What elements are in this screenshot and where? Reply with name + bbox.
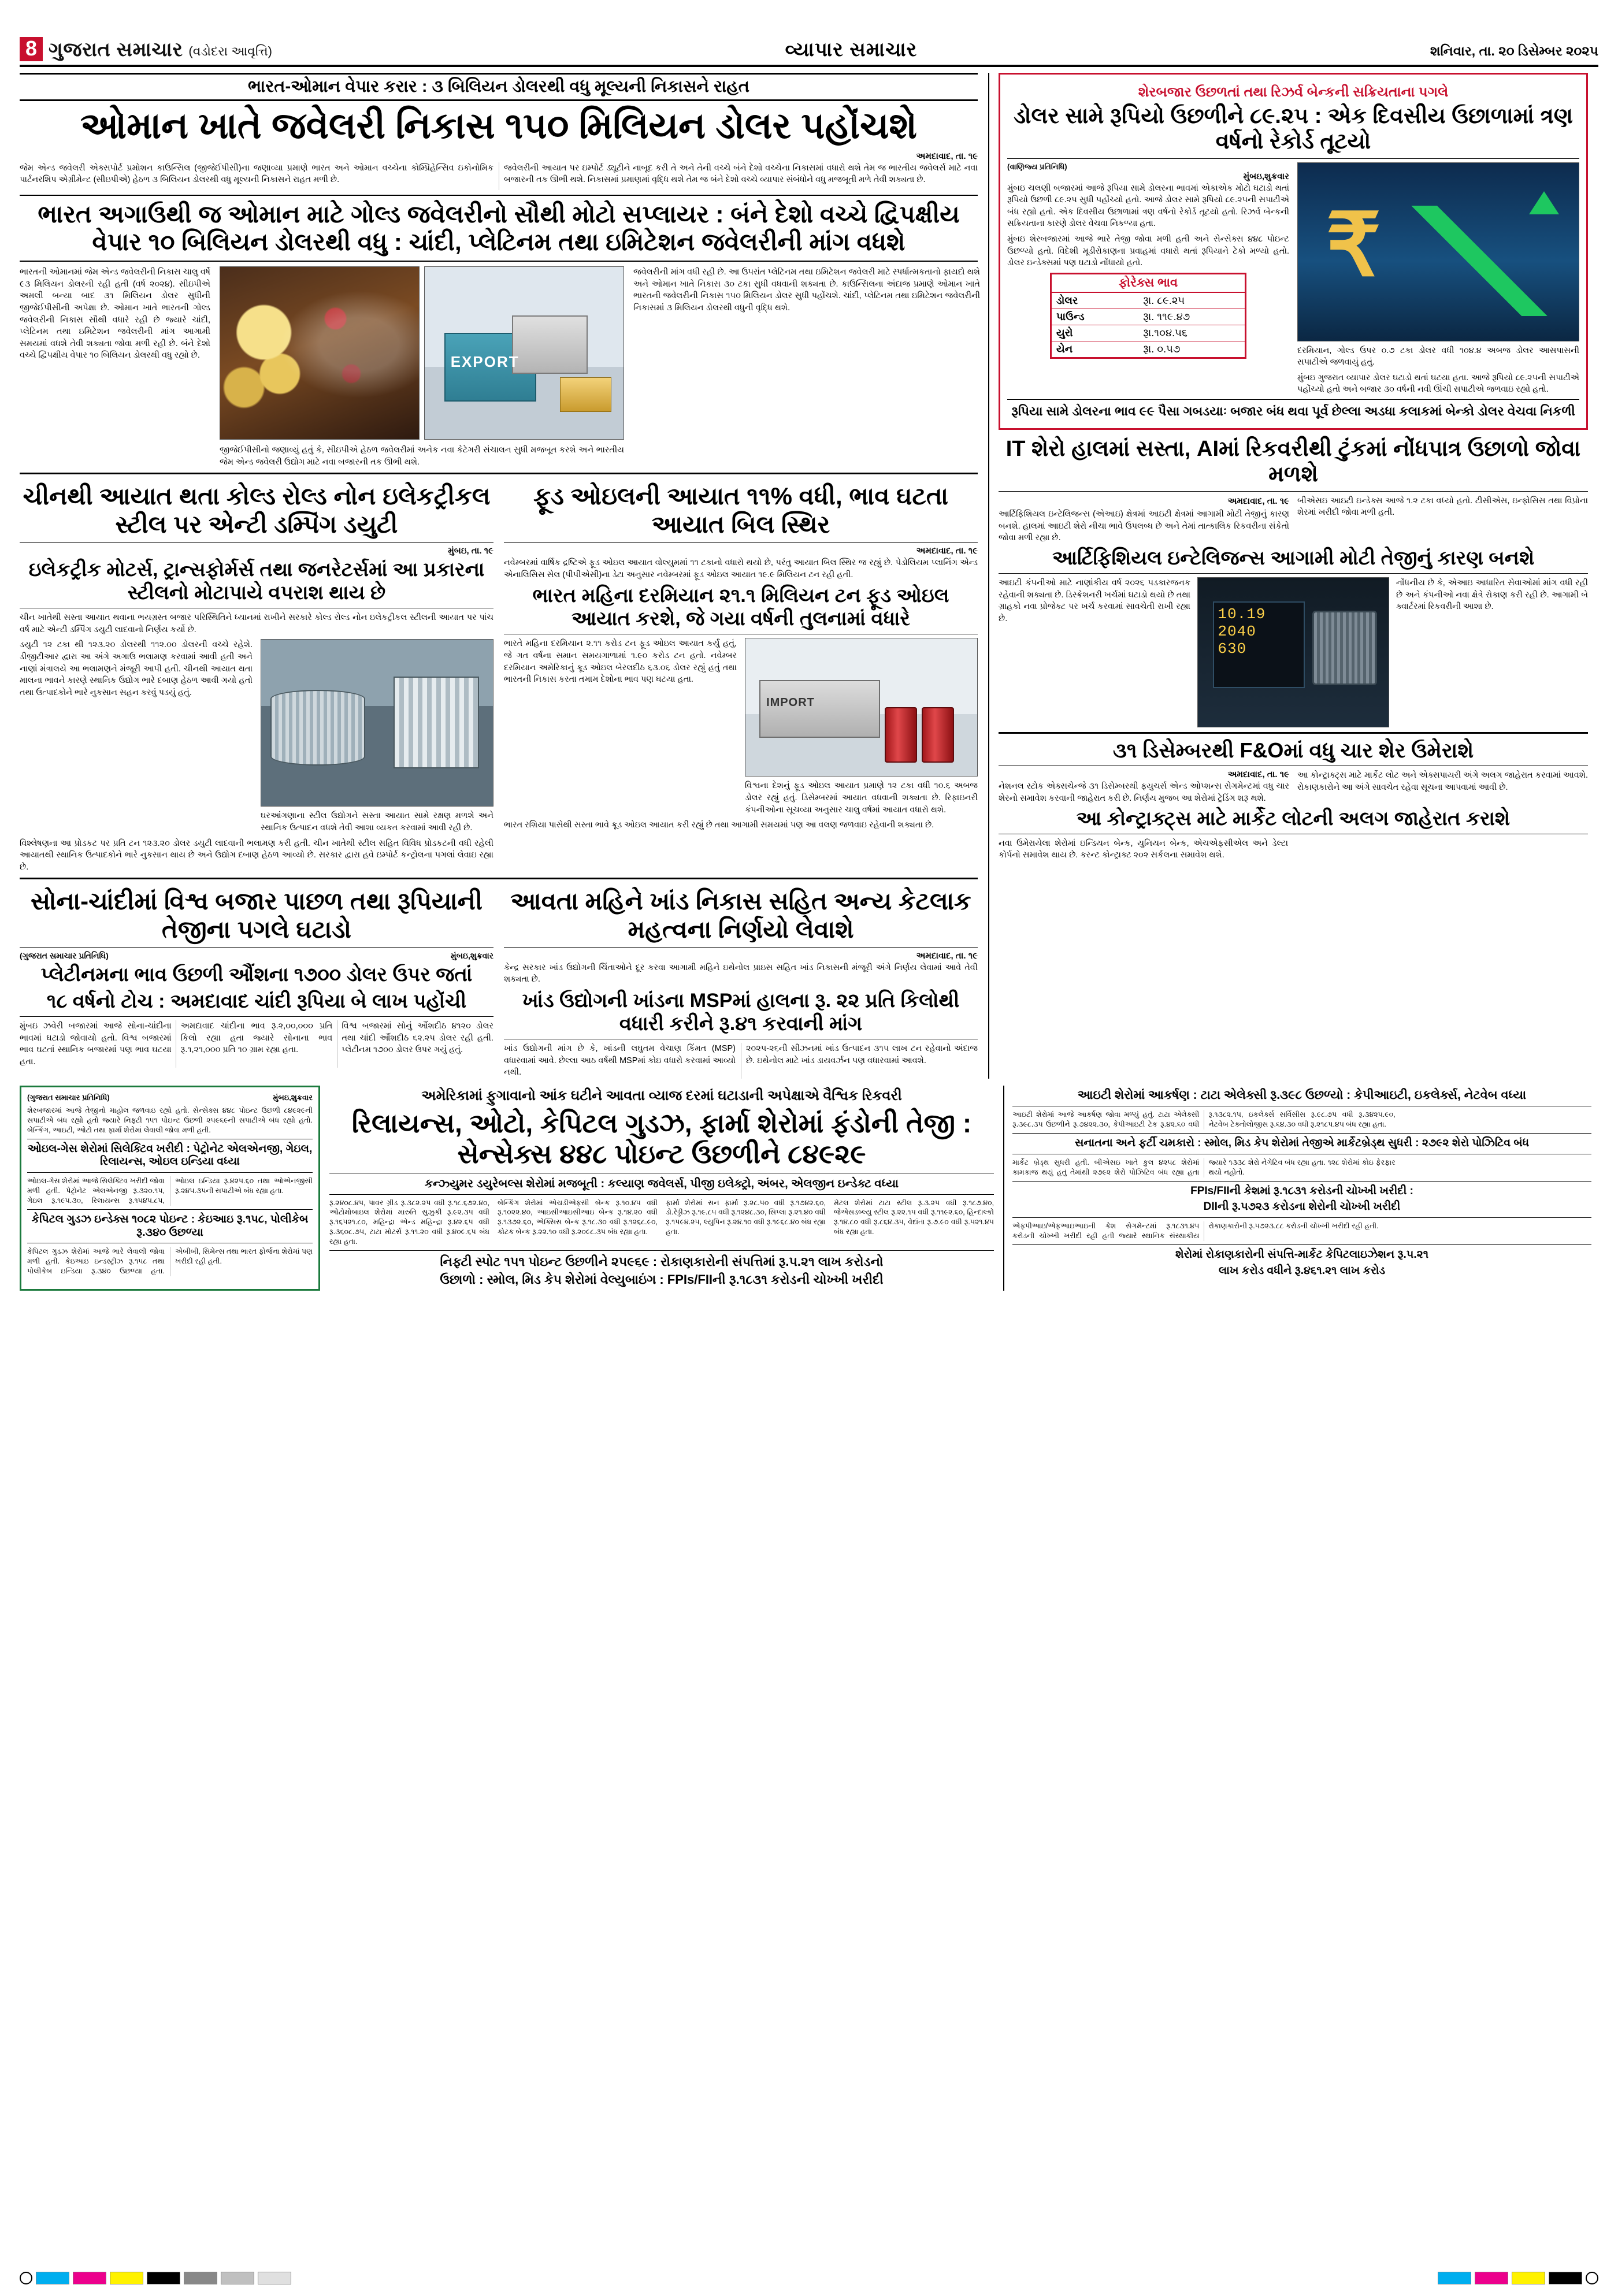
gold-sugar-row (20, 884, 978, 1079)
steel-headline: ચીનથી આયાત થતા કોલ્ડ રોલ્ડ નોન ઇલેકટ્રીકલ સ્ટીલ પર એન્ટી ડમ્પિંગ ડયુટી (23, 482, 491, 538)
steel-oil-row (20, 479, 978, 873)
forex-currency-value: રૂા.૧૦૪.૫૬ (1138, 325, 1245, 341)
br-col3: એફપીઆઇ/એફઆઇઆઇની કેશ સેગમેન્ટમાં રૂ.૧૮૩૧.૪૫ કરોડની ચોખ્ખી ખરીદી રહી હતી જ્યારે સ્થાનિક સંસ્થાકીય રોકાણકારોની રૂ.૫૭૨૩.૮૮ કરોડની ચોખ્ખી ખરીદી રહી હતી. (1012, 1222, 1379, 1240)
steel-col1: ડયુટી ૧૨ ટકા થી ૧૨૩.૨૦ ડોલરથી ૧૧૨.૦૦ ડોલરની વચ્ચે રહેશે. ડીજીટીઆર દ્વારા આ અંગે અગાઉ ભલામણ કરવામાં આવી હતી અને નાણાં મંત્રાલયે આ ભલામણને મંજૂરી આપી હતી. ચીનથી આયાત થતા માલના ભાવને કારણે સ્થાનિક ઉદ્યોગ ભારે દબાણ હેઠળ આવી ગયો હતો તથા ઉત્પાદકોને ભારે નુકસાન સહન કરવું પડયું હતું. (20, 640, 253, 697)
bl-body: શેરબજારમાં આજે તેજીનો માહોલ જળવાઇ રહ્યો હતો. સેન્સેક્સ ૪૪૮ પોઇન્ટ ઉછળી ૮૪૯૨૯ની સપાટીએ બંધ રહ્યો હતો જ્યારે નિફ્ટી ૧૫૧ પોઇન્ટ ઉછળી ૨૫૯૬૯ની સપાટીએ બંધ રહ્યો હતો. બેન્કિંગ, આઇટી, ઓટો તથા ફાર્મા શેરોમાં લેવાલી જોવા મળી હતી. (27, 1106, 313, 1134)
forex-currency-label: ડોલર (1052, 293, 1138, 309)
forex-currency-label: યેન (1056, 343, 1073, 355)
article-sugar-export (504, 884, 978, 1079)
bm-foot1: નિફ્ટી સ્પોટ ૧૫૧ પોઇન્ટ ઉછળીને ૨૫૯૬૯ : રોકાણકારોની સંપત્તિમાં રૂ.૫.૨૧ લાખ કરોડનો (440, 1254, 884, 1269)
bl-body3: કેપિટલ ગુડઝ શેરોમાં આજે ભારે લેવાલી જોવા મળી હતી. કેઇઆઇ ઇન્ડસ્ટ્રીઝ રૂ.૧૫૮ તથા પોલીકેબ ઇન્ડિયા રૂ.૩૪૦ ઉછળ્યા હતા. એબીબી, સિમેન્સ તથા ભારત ફોર્જના શેરોમાં પણ ખરીદી રહી હતી. (27, 1247, 313, 1276)
steel-col2: વિશ્લેષણના આ પ્રોડકટ પર પ્રતિ ટન ૧૨૩.૨૦ ડોલર ડયુટી લાદવાની ભલામણ કરી હતી. ચીન ખાતેથી સ્ટીલ સહિત વિવિધ પ્રોડકટની વધી રહેલી આયાતથી સ્થાનિક ઉત્પાદકોને ભારે નુકસાન થાય છે અને ઉદ્યોગ દબાણ હેઠળ આવ્યો છે. સરકાર દ્વારા હવે ઇમ્પોર્ટ કન્ટ્રોલના પગલાં લેવાઇ રહ્યા છે. (20, 838, 493, 872)
color-swatch (147, 2272, 180, 2284)
oil-col3: ભારત રશિયા પાસેથી સસ્તા ભાવે ક્રૂડ ઓઇલ આયાત કરી રહ્યું છે તથા આગામી સમયમાં પણ આ વલણ જળવાઇ રહેવાની શક્યતા છે. (504, 820, 934, 830)
rupee-photo-caption: દરમિયાન, ગોલ્ડ ઉપર ૦.૭ ટકા ડોલર વધી ૧૦૪.૪ અબજ ડોલર આસપાસની સપાટીએ જળવાયું હતું. (1297, 345, 1579, 367)
gold-body (20, 1020, 493, 1068)
registration-mark (20, 2272, 32, 2284)
oil-col1: ભારતે મહિના દરમિયાન ૨.૧૧ કરોડ ટન ફૂડ ઓઇલ આયાત કર્યું હતું, જે ગત વર્ષના સમાન સમયગાળામાં ૧.૯૦ કરોડ ટન હતો. નવેમ્બર દરમિયાન અમેરિકાનું ક્રૂડ ઓઇલ બેરલદીઠ ૬૩.૦૬ ડોલર રહ્યું હતું તથા ભારતની નિકાસ કરતા તમામ દેશોના ભાવ પણ ઘટયા હતા. (504, 639, 737, 685)
lead-band: ભારત-ઓમાન વેપાર કરાર : ૩ બિલિયન ડોલરથી વધુ મૂલ્યની નિકાસને રાહત (20, 73, 978, 101)
bl-sub1: ઓઇલ-ગેસ શેરોમાં સિલેક્ટિવ ખરીદી : પેટ્રોનેટ એલએનજી, ગેઇલ, રિલાયન્સ, ઓઇલ ઇન્ડિયા વધ્યા (27, 1142, 313, 1168)
br-foot2: લાખ કરોડ વધીને રૂ.૪૬૧.૨૧ લાખ કરોડ (1218, 1264, 1386, 1277)
color-swatch (1549, 2272, 1582, 2284)
lead-col1: ભારતની ઓમાનમાં જેમ એન્ડ જવેલરીની નિકાસ ચાલુ વર્ષે ૯૩ મિલિયન ડોલરની રહી હતી (વર્ષ ૨૦૨૪). સીઇપીએ અમલી બન્યા બાદ ૩૧ મિલિયન ડોલર સુધીની જીજેઈપીસીની અપેક્ષા છે. ઓમાન ખાતે ભારતની ગોલ્ડ જવેલરીની નિકાસ સૌથી વધારે રહી છે જ્યારે ચાંદી, પ્લેટિનમ તથા ઇમિટેશન જવેલરીની માંગ આગામી સમયમાં વધશે તેવી શક્યતા જોવા મળી રહી છે. બંને દેશો વચ્ચે દ્વિપક્ષીય વેપાર ૧૦ બિલિયન ડોલરથી વધુ રહ્યો છે. (20, 268, 210, 361)
sugar-col1: ખાંડ ઉદ્યોગની માંગ છે કે, ખાંડની લઘુતમ વેચાણ કિંમત (MSP) વધારવામાં આવે. છેલ્લા આઠ વર્ષથી MSPમાં કોઇ વધારો કરવામાં આવ્યો નથી. (504, 1044, 736, 1078)
color-swatch (36, 2272, 69, 2284)
article-oman-jewellery (20, 73, 978, 468)
page-body (20, 73, 1598, 1079)
it-col2: નોંધનીય છે કે, એઆઇ આધારિત સેવાઓમાં માંગ વધી રહી છે અને કંપનીઓ નવા ક્ષેત્રે રોકાણ કરી રહી છે. આગામી બે ક્વાર્ટરમાં રિકવરીની આશા છે. (1396, 578, 1588, 612)
bl-dateline: મુંબઇ,શુક્રવાર (273, 1093, 313, 1102)
rupee-dateline: મુંબઇ,શુક્રવાર (1243, 171, 1289, 181)
br-foot1: શેરોમાં રોકાણકારોની સંપત્તિ-માર્કેટ કેપિટલાઇઝેશન રૂ.૫.૨૧ (1175, 1248, 1429, 1261)
article-gold-silver (20, 884, 493, 1079)
rupee-dollar-graph-photo: ₹ (1297, 162, 1579, 341)
lead-col2: જીજેઈપીસીનો જણાવ્યું હતું કે, સીઇપીએ હેઠળ જવેલરીમાં અનેક નવા કેટેગરી સંચાલન સુધી મજબૂત કરશે અને ભારતીય જેમ એન્ડ જવેલરી ઉદ્યોગ માટે નવા બજારની તક ઊભી થશે. (220, 445, 624, 467)
bl-byline: (ગુજરાત સમાચાર પ્રતિનિધિ) (27, 1093, 110, 1102)
sugar-subhead2: ખાંડ ઉદ્યોગની ખાંડના MSPમાં હાલના રૂ. ૨૨ પ્રતિ કિલોથી વધારી કરીને રૂ.૪૧ કરવાની માંગ (522, 990, 960, 1035)
bm-col2: બેન્કિંગ શેરોમાં એચડીએફસી બેન્ક રૂ.૧૦.૪૫ વધી રૂ.૧૦૨૨.૪૦, આઇસીઆઇસીઆઇ બેન્ક રૂ.૧૪.૨૦ વધી રૂ.૧૩૭૨.૬૦, એક્સિસ બેન્ક રૂ.૧૮.૩૦ વધી રૂ.૧૨૬૮.૯૦, કોટક બેન્ક રૂ.૨૨.૧૦ વધી રૂ.૨૦૯૮.૩૫ બંધ રહ્યા હતા. (498, 1198, 658, 1236)
registration-mark (1586, 2272, 1598, 2284)
bm-sub: કન્ઝ્યુમર ડયુરેબલ્સ શેરોમાં મજબૂતી : કલ્યાણ જવેલર્સ, પીજી ઇલેક્ટ્રો, અંબર, એલજીન ઇન્ડેક્ટ વધ્યા (425, 1177, 899, 1190)
forex-currency-value: રૂા. ૦.૫૭ (1143, 343, 1181, 355)
lead-headline: ઓમાન ખાતે જવેલરી નિકાસ ૧૫૦ મિલિયન ડોલર પહોંચશે (80, 106, 917, 146)
it-dateline: અમદાવાદ, તા. ૧૯ (1227, 496, 1289, 506)
rupee-col2: મુંબઇ શેરબજારમાં આજે ભારે તેજી જોવા મળી હતી અને સેન્સેક્સ ૪૪૮ પોઇન્ટ ઉછળ્યો હતો. વિદેશી મૂડીરોકાણના પ્રવાહમાં વધારો થતાં રૂપિયાને ટેકો મળ્યો હતો. ડોલર ઇન્ડેક્સમાં પણ ઘટાડો નોંધાયો હતો. (1007, 234, 1289, 268)
bottom-section (20, 1086, 1598, 1291)
publication-date: શનિવાર, તા. ૨૦ ડિસેમ્બર ૨૦૨૫ (1430, 43, 1598, 58)
article-sensex-rally (329, 1086, 994, 1291)
color-swatch (184, 2272, 217, 2284)
article-it-shares (999, 437, 1588, 727)
fno-dateline: અમદાવાદ, તા. ૧૯ (1227, 770, 1289, 780)
bl-sub2: કેપિટલ ગુડઝ ઇન્ડેક્સ ૧૦૮૨ પોઇન્ટ : કેઇઆઇ રૂ.૧૫૮, પોલીકેબ રૂ.૩૪૦ ઉછળ્યા (31, 1213, 309, 1239)
br-sub1: સનાતના અને ફર્ટી ચમકારો : સ્મોલ, મિડ કેપ શેરોમાં તેજીએ માર્કેટબ્રેડ્થ સુધરી : ૨૭૯૨ શેરો પોઝિટિવ બંધ (1075, 1136, 1529, 1149)
gold-col3: વિશ્વ બજારમાં સોનું ઔંશદીઠ ૪૧૨૦ ડોલર તથા ચાંદી ઔંશદીઠ ૬૨.૨૫ ડોલર રહી હતી. પ્લેટીનમ ૧૭૦૦ ડોલર ઉપર ગયું હતું. (342, 1021, 493, 1055)
br-fpi2: DIIની રૂ.૫૭૨૩ કરોડના શેરોની ચોખ્ખી ખરીદી (1203, 1201, 1401, 1213)
left-column (20, 73, 978, 1079)
print-registration-bar (20, 2271, 1598, 2286)
edition-label: (વડોદરા આવૃત્તિ) (188, 44, 272, 58)
color-swatch (258, 2272, 291, 2284)
fno-col2: આ કોન્ટ્રાક્ટ્સ માટે માર્કેટ લોટ અને એક્સપાયરી અંગે અલગ જાહેરાત કરવામાં આવશે. રોકાણકારોને આ અંગે સાવચેત રહેવા સૂચના આપવામાં આવી છે. (1297, 771, 1588, 792)
bm-col1: રૂ.૨૪૦૮.૪૫, પાવર ગ્રીડ રૂ.૩૮૨.૨૫ વધી રૂ.૧૮.૬૭૨.૪૦, ઓટોમોબાઇલ શેરોમાં મારુતિ સુઝુકી રૂ.૯૨.૩૫ વધી રૂ.૧૬૫૨૧.૮૦, મહિન્દ્રા એન્ડ મહિન્દ્રા રૂ.૪૨.૬૫ વધી રૂ.૩૬૦૮.૭૫, ટાટા મોટર્સ રૂ.૧૧.૨૦ વધી રૂ.૪૦૯.૬૫ બંધ રહ્યા હતા. (329, 1198, 489, 1246)
export-container-photo: EXPORT (424, 266, 624, 440)
article-it-stocks-bottom (1003, 1086, 1591, 1291)
color-swatch (1475, 2272, 1508, 2284)
ai-chip-photo: 10.19 2040 630 (1197, 577, 1389, 727)
lead-col3: જવેલરીની માંગ વધી રહી છે. આ ઉપરાંત પ્લેટિનમ તથા ઇમિટેશન જવેલરી માટે સ્પર્ધાત્મકતાનો ફાયદો થશે અને ઓમાન ખાતે નિકાસ ૩૦ ટકા સુધી વધવાની શક્યતા છે. કાઉન્સિલના અંદાજ પ્રમાણે ઓમાન ખાતે ભારતની જવેલરીની નિકાસ ૧૫૦ મિલિયન ડોલર સુધી પહોંચશે. ચાંદી, પ્લેટિનમ તથા ઇમિટેશન જવેલરીની નિકાસમાં ૩ મિલિયન ડોલરથી વધુની વૃદ્ધિ થશે. (633, 268, 980, 313)
oil-dateline: અમદાવાદ, તા. ૧૯ (916, 546, 978, 556)
forex-currency-label: પાઉન્ડ (1052, 309, 1138, 325)
oil-col2: વિશ્વના દેશનું ફૂડ ઓઇલ આયાત પ્રમાણે ૧૨ ટકા વધી ૧૦.૬ અબજ ડોલર રહ્યું હતું. ડિસેમ્બરમાં આયાત વધવાની શક્યતા છે. રિફાઇનરી કંપનીઓના સૂચવ્યા અનુસાર ચાલુ વર્ષમાં આયાત વધારો થશે. (745, 781, 978, 815)
lead-intro-right: જવેલરીની આયાત પર ઇમ્પોર્ટ ડ્યૂટીને નાબૂદ કરી તે અને તેની વચ્ચે બંને દેશો વચ્ચેના નિકાસમાં વધારો થશે તેમ જ ભારતીય જવેલર્સ માટે નવા બજારની તક ઊભી થશે. નિકાસમાં પ્રમાણમાં વૃદ્ધિ થશે તેમ જ બંને દેશો વચ્ચે વ્યાપાર સંબંધોને વધુ મજબૂતી મળે તેવી શક્યતા છે. (504, 163, 978, 185)
masthead-left (20, 37, 272, 61)
oil-headline: ફૂડ ઓઇલની આયાત ૧૧% વધી, ભાવ ઘટતા આયાત બિલ સ્થિર (533, 482, 949, 538)
rupee-col1: મુંબઇ ચલણી બજારમાં આજે રૂપિયા સામે ડોલરના ભાવમાં એકાએક મોટો ઘટાડો થતાં રૂપિયો ઉછળી ૮૯.૨૫ સુધી પહોંચ્યો હતો. આજે ડોલર સામે રૂપિયો ૮૯.૨૫ની સપાટીએ બંધ રહ્યો હતો. એક દિવસીય ઉછાળામાં ત્રણ વર્ષનો રેકોર્ડ તૂટયો હતો. રિઝર્વ બેન્કની સક્રિયતાના કારણે ડોલર વેચવા નિકળ્યા હતા. (1007, 183, 1289, 229)
sugar-col2: ૨૦૨૫-૨૬ની સીઝનમાં ખાંડ ઉત્પાદન ૩૧૫ લાખ ટન રહેવાનો અંદાજ છે. ઇથેનોલ માટે ખાંડ ડાયવર્ઝન પણ વધારવામાં આવશે. (746, 1044, 978, 1065)
table-row (1052, 309, 1245, 325)
it-headline: IT શેરો હાલમાં સસ્તા, AIમાં રિકવરીથી ટુંકમાં નોંધપાત્ર ઉછાળો જોવા મળશે (1005, 437, 1581, 487)
lead-photo-row (20, 266, 978, 468)
color-swatch (110, 2272, 143, 2284)
color-swatch (221, 2272, 254, 2284)
forex-currency-value: રૂા. ૧૧૯.૪૭ (1138, 309, 1245, 325)
sugar-body (504, 1043, 978, 1079)
forex-table-title: ફોરેક્સ ભાવ (1052, 274, 1245, 293)
br-col2: માર્કેટ બ્રેડ્થ સુધરી હતી. બીએસઇ ખાતે કુલ ૪૨૫૮ શેરોમાં કામકાજ થયું હતું તેમાંથી ૨૭૯૨ શેરો પોઝિટિવ બંધ રહ્યા હતા જ્યારે ૧૩૩૮ શેરો નેગેટિવ બંધ રહ્યા હતા. ૧૨૮ શેરોમાં કોઇ ફેરફાર થયો નહોતો. (1012, 1158, 1396, 1176)
fno-col3: નવા ઉમેરાયેલા શેરોમાં ઇન્ડિયન બેન્ક, યુનિયન બેન્ક, એચએફસીએલ અને ડેલ્ટા કોર્પનો સમાવેશ થાય છે. કરન્ટ કોન્ટ્રાક્ટ ૨૦૨ સર્કલના સમાવેશ થશે. (999, 838, 1288, 860)
lead-subhead: ભારત અગાઉથી જ ઓમાન માટે ગોલ્ડ જવેલરીનો સૌથી મોટો સપ્લાયર : બંને દેશો વચ્ચે દ્વિપક્ષીય વેપાર ૧૦ બિલિયન ડોલરથી વધુ : ચાંદી, પ્લેટિનમ તથા ઇમિટેશન જવેલરીની માંગ વધશે (38, 200, 960, 255)
oil-subhead2: ભારત મહિના દરમિયાન ૨૧.૧ મિલિયન ટન ફૂડ ઓઇલ આયાત કરશે, જે ગયા વર્ષની તુલનામાં વધારે (532, 585, 949, 630)
bm-foot2: ઉછાળો : સ્મોલ, મિડ કેપ શેરોમાં વેલ્યુબાઇંગ : FPIs/FIIની રૂ.૧૮૩૧ કરોડની ચોખ્ખી ખરીદી (440, 1272, 884, 1287)
it-intro-left (999, 495, 1289, 544)
gold-col2: અમદાવાદ ચાંદીના ભાવ રૂ.૨,૦૦,૦૦૦ પ્રતિ કિલો રહ્યા હતા જ્યારે સોનાના ભાવ રૂ.૧,૨૧,૦૦૦ પ્રતિ ૧૦ ગ્રામ રહ્યા હતા. (180, 1021, 333, 1055)
gold-subhead: પ્લેટીનમના ભાવ ઉછળી ઔંશના ૧૭૦૦ ડોલર ઉપર જતાં (40, 963, 473, 986)
color-swatch (1512, 2272, 1545, 2284)
it-subhead: આર્ટિફિશિયલ ઇન્ટેલિજન્સ આગામી મોટી તેજીનું કારણ બનશે (1052, 547, 1535, 569)
gold-subhead2: ૧૮ વર્ષનો ટોચ : અમદાવાદ ચાંદી રૂપિયા બે લાખ પહોંચી (46, 990, 467, 1013)
bm-col4: મેટલ શેરોમાં ટાટા સ્ટીલ રૂ.૩.૨૫ વધી રૂ.૧૮૭.૪૦, જેએસડબ્લ્યુ સ્ટીલ રૂ.૨૨.૧૫ વધી રૂ.૧૧૯૨.૬૦, હિન્દાલ્કો રૂ.૧૪.૮૦ વધી રૂ.૮૬૪.૩૫, વેદાંતા રૂ.૭.૯૦ વધી રૂ.૫૨૧.૪૫ બંધ રહ્યા હતા. (834, 1198, 994, 1236)
bm-col3: ફાર્મા શેરોમાં સન ફાર્મા રૂ.૨૮.૫૦ વધી રૂ.૧૭૪૨.૬૦, ડો.રેડ્ડીઝ રૂ.૧૯.૮૫ વધી રૂ.૧૨૪૮.૩૦, સિપ્લા રૂ.૨૧.૪૦ વધી રૂ.૧૫૯૪.૨૫, લ્યુપિન રૂ.૨૪.૧૦ વધી રૂ.૧૯૬૮.૪૦ બંધ રહ્યા હતા. (666, 1198, 826, 1236)
gold-col1: મુંબઇ ઝવેરી બજારમાં આજે સોના-ચાંદીના ભાવમાં ઘટાડો જોવાયો હતો. વિશ્વ બજારમાં ભાવ ઘટતાં સ્થાનિક બજારમાં પણ ભાવ ઘટયા હતા. (20, 1021, 172, 1067)
fno-headline: ૩૧ ડિસેમ્બરથી F&Oમાં વધુ ચાર શેર ઉમેરાશે (1112, 738, 1474, 762)
lead-dateline: અમદાવાદ, તા. ૧૯ (916, 151, 978, 161)
gold-jewellery-photo (220, 266, 420, 440)
steel-col3: ઘરઆંગણાના સ્ટીલ ઉદ્યોગને સસ્તા આયાત સામે રક્ષણ મળશે અને સ્થાનિક ઉત્પાદન વધશે તેવી આશા વ્યકત કરવામાં આવી રહી છે. (261, 811, 493, 833)
rupee-byline: (વાણિજ્ય પ્રતિનિધિ) (1007, 162, 1067, 171)
masthead (20, 16, 1598, 67)
fno-col1: નેશનલ સ્ટોક એક્સચેન્જે ૩૧ ડિસેમ્બરથી ફ્યુચર્સ એન્ડ ઓપ્શન્સ સેગમેન્ટમાં વધુ ચાર શેરનો સમાવેશ કરવાની જાહેરાત કરી છે. નિર્ણય મુજબ આ શેરોમાં ટ્રેડિંગ શરૂ થશે. (999, 782, 1289, 803)
gold-dateline: મુંબઇ,શુક્રવાર (450, 950, 493, 960)
it-intro: આર્ટિફિશિયલ ઇન્ટેલિજન્સ (એઆઇ) ક્ષેત્રમાં આઇટી ક્ષેત્રમાં આગામી મોટી તેજીનું કારણ બનશે. હાલમાં આઇટી શેરો નીચા ભાવે ઉપલબ્ધ છે અને તેમાં તાત્કાલિક રિકવરીના સંકેતો જોવા મળી રહ્યા છે. (999, 510, 1289, 543)
section-title: વ્યાપાર સમાચાર (785, 39, 918, 61)
article-steel-antidumping (20, 479, 493, 873)
table-row (1052, 341, 1245, 357)
it-col3: બીએસઇ આઇટી ઇન્ડેક્સ આજે ૧.૨ ટકા વધ્યો હતો. ટીસીએસ, ઇન્ફોસિસ તથા વિપ્રોના શેરમાં ખરીદી જોવા મળી હતી. (1297, 496, 1588, 518)
right-column (988, 73, 1588, 1079)
article-fno-stocks (999, 738, 1588, 861)
forex-currency-label: યુરો (1052, 325, 1138, 341)
article-rupee-dollar (999, 73, 1588, 430)
oil-intro: નવેમ્બરમાં વાર્ષિક દ્રષ્ટિએ ફૂડ ઓઇલ આયાત વોલ્યુમમાં ૧૧ ટકાનો વધારો થયો છે, પરંતુ આયાત બિલ સ્થિર જ રહ્યું છે. પેડોલિયમ પ્લાનિંગ એન્ડ એનાલિસિસ સેલ (પીપીએસી)ના ડેટા અનુસાર નવેમ્બરમાં ફૂડ ઓઇલ આયાત ૧૯.૯ મિલિયન ટન રહી હતી. (504, 558, 978, 579)
gold-byline: (ગુજરાત સમાચાર પ્રતિનિધિ) (20, 950, 109, 960)
page-number: 8 (20, 37, 43, 61)
lead-intro-left: જેમ એન્ડ જવેલરી એક્સપોર્ટ પ્રમોશન કાઉન્સિલ (જીજેઈપીસી)ના જણાવ્યા પ્રમાણે ભારત અને ઓમાન વચ્ચેના કોમ્પ્રિહેન્સિવ ઇકોનોમિક પાર્ટનરશિપ એગ્રીમેન્ટ (સીઇપીએ) હેઠળ ૩ બિલિયન ડોલરથી વધુ મૂલ્યની નિકાસને રાહત મળી છે. (20, 163, 493, 185)
publication-logo: ગુજરાત સમાચાર (49, 39, 183, 61)
it-col1: આઇટી કંપનીઓ માટે નાણાંકીય વર્ષ ૨૦૨૬ પડકારજનક રહેવાની શક્યતા છે. ડિસ્ક્રેશનરી ખર્ચમાં ઘટાડો થયો છે તથા ગ્રાહકો નવા પ્રોજેક્ટ પર ખર્ચ કરવામાં સાવચેતી રાખી રહ્યા છે. (999, 578, 1190, 623)
br-fpi1: FPIs/FIIની કેશમાં રૂ.૧૮૩૧ કરોડની ચોખ્ખી ખરીદી : (1190, 1184, 1413, 1197)
article-food-oil-import (504, 479, 978, 873)
sugar-dateline: અમદાવાદ, તા. ૧૯ (916, 950, 978, 961)
bl-body2: ઓઇલ-ગેસ શેરોમાં આજે સિલેક્ટિવ ખરીદી જોવા મળી હતી. પેટ્રોનેટ એલએનજી રૂ.૩૨૦.૧૫, ગેઇલ રૂ.૧૯૫.૩૦, રિલાયન્સ રૂ.૧૫૪૫.૮૫, ઓઇલ ઇન્ડિયા રૂ.૪૨૫.૬૦ તથા ઓએનજીસી રૂ.૨૪૫.૩૫ની સપાટીએ બંધ રહ્યા હતા. (27, 1177, 313, 1205)
color-swatch (73, 2272, 106, 2284)
fno-subhead: આ કોન્ટ્રાક્ટ્સ માટે માર્કેટ લોટની અલગ જાહેરાત કરાશે (1076, 807, 1511, 830)
table-row (1052, 325, 1245, 341)
rupee-footer-strap: રૂપિયા સામે ડોલરના ભાવ ૯૯ પૈસા ગબડયાઃ બજાર બંધ થવા પૂર્વ છેલ્લા અડધા કલાકમાં બેન્કો ડોલર વેચવા નિકળી (1011, 403, 1575, 418)
bm-headline: રિલાયન્સ, ઓટો, કેપિટલ ગુડઝ, ફાર્મા શેરોમાં ફંડોની તેજી : સેન્સેક્સ ૪૪૮ પોઇન્ટ ઉછળીને ૮૪૯૨૯ (351, 1108, 972, 1169)
forex-rates-table (1050, 273, 1246, 359)
gold-headline: સોના-ચાંદીમાં વિશ્વ બજાર પાછળ તથા રૂપિયાની તેજીના પગલે ઘટાડો (31, 887, 483, 943)
br-headline: આઇટી શેરોમાં આકર્ષણ : ટાટા એલેક્સી રૂ.૩૯૮ ઉછળ્યો : કેપીઆઇટી, ઇકલેર્ક્સ, નેટવેબ વધ્યા (1077, 1088, 1527, 1102)
rupee-kicker: શેરબજાર ઉછળતાં તથા રિઝર્વ બેન્કની સક્રિયતાના પગલે (1138, 84, 1449, 100)
lead-intro (20, 162, 978, 190)
steel-intro: ચીન ખાતેથી સસ્તા આયાત થવાના ભયગ્રસ્ત બજાર પરિસ્થિતિને ધ્યાનમાં રાખીને સરકારે કોલ્ડ રોલ્ડ નોન ઇલેકટ્રીકલ સ્ટીલની આયાત પર પાંચ વર્ષ માટે એન્ટી ડમ્પિંગ ડયુટી લાદવાનો નિર્ણય કર્યો છે. (20, 613, 493, 634)
rupee-headline: ડોલર સામે રૂપિયો ઉછળીને ૮૯.૨૫ : એક દિવસીય ઉછાળામાં ત્રણ વર્ષનો રેકોર્ડ તૂટયો (1014, 104, 1573, 154)
sugar-headline: આવતા મહિને ખાંડ નિકાસ સહિત અન્ય કેટલાક મહત્વના નિર્ણયો લેવાશે (510, 887, 971, 943)
sugar-intro: કેન્દ્ર સરકાર ખાંડ ઉદ્યોગની ચિંતાઓને દૂર કરવા આગામી મહિને ઇથેનોલ પ્રાઇસ સહિત ખાંડ નિકાસની મંજૂરી અંગે નિર્ણય લેવામાં આવે તેવી શક્યતા છે. (504, 963, 978, 984)
article-market-roundup (20, 1086, 320, 1291)
br-col1: આઇટી શેરોમાં આજે આકર્ષણ જોવા મળ્યું હતું. ટાટા એલેક્સી રૂ.૩૯૮.૩૫ ઉછળીને રૂ.૭૪૨૨.૩૦, કેપીઆઇટી ટેક રૂ.૪૨.૬૦ વધી રૂ.૧૩૮૨.૧૫, ઇકલેર્ક્સ સર્વિસીસ રૂ.૯૮.૭૫ વધી રૂ.૩૪૨૫.૯૦, નેટવેબ ટેક્નોલોજીસ રૂ.૬૪.૩૦ વધી રૂ.૨૧૮૫.૪૫ બંધ રહ્યા હતા. (1012, 1110, 1396, 1129)
color-swatch (1438, 2272, 1471, 2284)
forex-currency-value: રૂા. ૮૯.૨૫ (1138, 293, 1245, 309)
table-row (1052, 293, 1245, 309)
lead-photos (220, 266, 624, 468)
steel-subhead: ઇલેકટ્રીક મોટર્સ, ટ્રાન્સફોર્મર્સ તથા જનરેટર્સમાં આ પ્રકારના સ્ટીલનો મોટાપાયે વપરાશ થાય છે (28, 559, 485, 604)
steel-dateline: મુંબઇ, તા. ૧૯ (448, 546, 493, 556)
cold-rolled-steel-coil-photo (261, 639, 493, 807)
rupee-col3: મુંબઇ ગુજરાત વ્યાપાર ડોલર ઘટાડો થતાં ઘટયા હતા. આજે રૂપિયો ૮૯.૨૫ની સપાટીએ પહોંચ્યો હતો અને બજાર ૩૦ વર્ષની નવી ઊંચી સપાટીએ જળવાઇ રહ્યો હતો. (1297, 373, 1579, 395)
bm-kicker: અમેરિકામાં ફુગાવાનો આંક ઘટીને આવતા વ્યાજ દરમાં ઘટાડાની અપેક્ષાએ વૈશ્વિક રિકવરી (421, 1088, 902, 1104)
oil-import-container-photo: IMPORT (745, 638, 978, 777)
